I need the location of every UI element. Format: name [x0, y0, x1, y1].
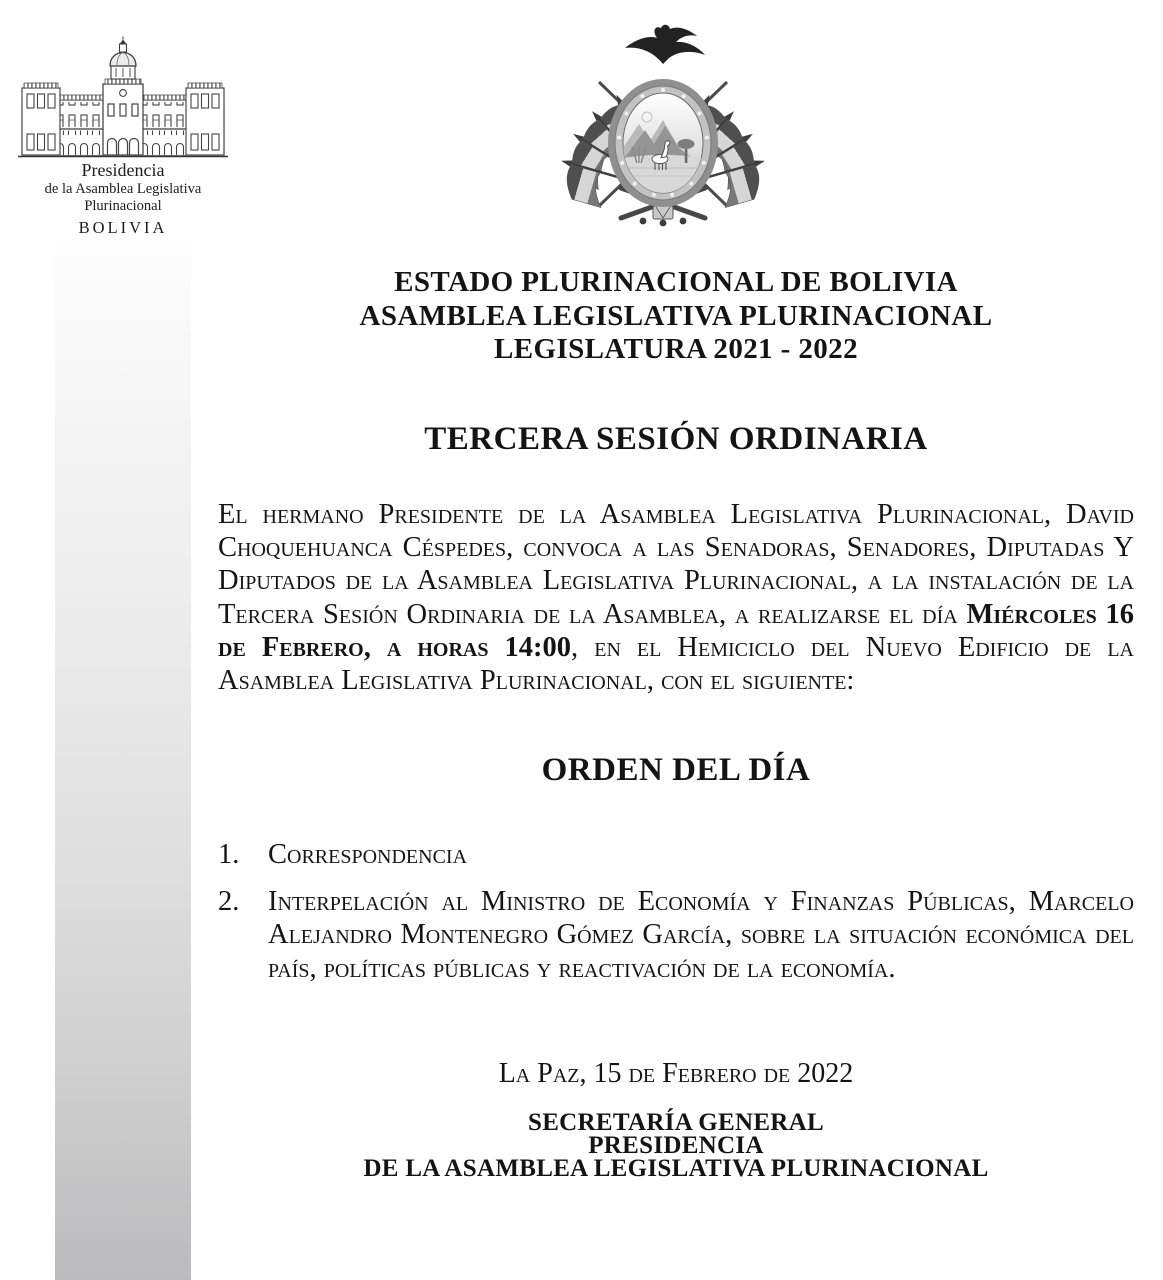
document-title	[218, 266, 1134, 367]
paragraph-part-2: , en el Hemiciclo del Nuevo Edificio de la Asamblea Legislativa Plurinacional, con el siguiente:	[218, 631, 1134, 697]
agenda-title: ORDEN DEL DÍA	[541, 752, 811, 788]
letterhead-org-sub: de la Asamblea Legislativa Plurinacional	[44, 181, 202, 214]
letterhead-org: Presidencia	[81, 160, 165, 180]
agenda-item-number: 1.	[218, 839, 240, 870]
signature-line-3: DE LA ASAMBLEA LEGISLATIVA PLURINACIONAL	[363, 1155, 989, 1182]
agenda-item-number: 2.	[218, 886, 240, 918]
agenda-item	[218, 885, 1134, 985]
agenda-list	[218, 838, 1134, 999]
session-title: TERCERA SESIÓN ORDINARIA	[424, 421, 928, 457]
coat-of-arms	[557, 22, 769, 233]
convocation-paragraph	[218, 498, 1134, 697]
left-gradient-bar	[55, 214, 191, 1280]
bolivia-coat-of-arms-icon	[557, 22, 769, 228]
signature-block	[218, 1111, 1134, 1180]
paragraph-bold-date: Miércoles 16 de Febrero, a horas 14:00	[218, 598, 1134, 663]
title-line-2: ASAMBLEA LEGISLATIVA PLURINACIONAL	[359, 299, 993, 332]
title-line-1: ESTADO PLURINACIONAL DE BOLIVIA	[394, 266, 958, 298]
letterhead	[10, 36, 236, 237]
signature-line-1: SECRETARÍA GENERAL	[528, 1109, 824, 1136]
paragraph-part-1: El hermano Presidente de la Asamblea Legislativa Plurinacional, David Choquehuanca Céspedes, convoca a las Senadoras, Senadores, Diputadas Y Diputados de la Asamblea Legislativa Plurinacional, a la instalación de la Tercera Sesión Ordinaria de la Asamblea, a realizarse el día	[218, 499, 1134, 630]
agenda-item	[218, 838, 1134, 871]
agenda-item-text: Correspondencia	[268, 839, 468, 870]
letterhead-country: BOLIVIA	[78, 218, 168, 237]
signature-line-2: PRESIDENCIA	[588, 1132, 764, 1159]
title-line-3: LEGISLATURA 2021 - 2022	[494, 333, 858, 365]
dateline: La Paz, 15 de Febrero de 2022	[498, 1058, 854, 1089]
palace-icon	[18, 36, 228, 158]
agenda-item-text: Interpelación al Ministro de Economía y Finanzas Públicas, Marcelo Alejandro Montenegro Gómez García, sobre la situación económica del país, políticas públicas y reactivación de la economía.	[268, 886, 1134, 984]
